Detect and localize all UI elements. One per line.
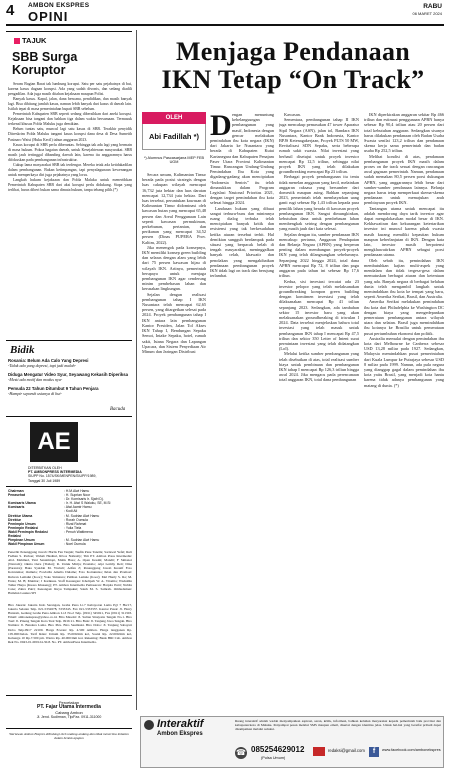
- paragraph: Sementara, pembangunan tahap II IKN juga mencakup pemasukan 47 tower Aparatur Sipil Negara (ASN), jalan tol, Bandara IKN Nusantara, Kantor Bank Indonesia, Kantor BPJS Ketenagakerjaan, Proyek PLTS 50 MW, Revitalisasi SDN Sepaku, serta beberapa rumah sakit swasta. Nilai investasi yang berhasil disetujui untuk proyek investor mencapai Rp 12,5 triliun, sehingga nilai proyek IKN yang telah dilakukan groundbreaking mencapai Rp 23 triliun.: [279, 117, 359, 175]
- bidik-top-rule: [6, 340, 132, 341]
- staff-name: : Alwi Aamir Hamu: [64, 505, 92, 510]
- publisher-siupp-date: Tanggal 30 Juli 1989: [28, 478, 61, 483]
- paragraph: IKN diperkirakan anggaran sekitar Rp 466 triliun dan estimasi penggunaan APBN hanya sebesar Rp 90,4 triliun atau 20 persen dari total kebutuhan anggaran. Sedangkan sisanya harus dilakukan pendanaan oleh Badan Usaha Swasta senilai 123,2 triliun dan pendanaan skema kerja sama pemerintah dan badan usaha Rp 252,5 triliun.: [364, 112, 444, 154]
- article-title-line2: IKN Tetap “On Track”: [161, 65, 425, 94]
- staff-name: : Dr. Komisaris Ir. Sjafri Dj.: [64, 497, 104, 502]
- staff-role: Komisaris: [8, 505, 25, 510]
- paragraph: Sejalan dengan realisasi pembangunan tahap I IKN Nusantara telah mencapai 62,65 persen, yang ditargetkan selesai pada 2024. Proyek pembangunan tahap I IKN antara lain pembangunan Kantor Presiden, Jalan Tol Akses IKN Tahap I, Bendungan Sepaku Semoi, Intake Sepaku, hotel, rumah sakit, Istana Negara dan Lapangan Upacara, dan Sistem Penyediaan Air Minum dan Jaringan Distribusi: [142, 291, 206, 354]
- paragraph: Kawasan.: [284, 112, 301, 117]
- paragraph: Langkah hukum kejaksaan dan Polda Maluku untuk menertibkan Pemerintah Kabupaten SBB dari aksi korupsi perlu didukung. Siapa yang terlibat, harus diberi bukan sama dimata hukum, tanpa tebang pilih.(*): [8, 177, 132, 192]
- staff-role: Pimpinan Umum: [8, 538, 35, 543]
- publisher-info: [28, 466, 132, 483]
- printer-name: PT. Fajar Utama Intermedia: [37, 704, 101, 710]
- paragraph: Cukup lama masyarakat SBB tak terdengar. Mereka tetak ada ketidakadilan dalam pembangunan. Bukan ketimpangan, tapi penyalagunaan kewenangan untuk memperkaya diri juga pejabatnya yang lorsu.: [8, 162, 132, 177]
- paragraph: Secara umum, Kalimantan Timur berada pada posisi strategis dengan luas cakupan wilayah mencapai 16,732 juta hektar dan luas daratan mencapai 12,734 juta hektar. Dari luas tersebut, peruntukan kawasan di Kalimantan Timur didominasi oleh kawasan hutan yang mencapai 65,48 persen dan Areal Penggunaan Lain seperti kawasan permukiman, perkebunan, pertanian, dan perikanan yang mencapai 34,52 persen (Dinas PUPERA Prov. Kaltim, 2022).: [142, 172, 206, 245]
- interaktif-ad: [140, 716, 444, 768]
- article-title: [142, 38, 444, 94]
- staff-name: : Penuh Wattimena: [64, 529, 93, 534]
- author-name: Abi Fadillah *): [142, 124, 206, 150]
- facebook-icon: f: [369, 747, 379, 757]
- staff-name: : Rizal Rahmat: [64, 521, 87, 526]
- tajuk-title: SBB Surga Koruptor: [12, 50, 78, 77]
- staff-name: : Yulia Tiela: [64, 525, 82, 530]
- page-number: 4: [6, 2, 15, 19]
- staff-top-rule: [6, 486, 132, 487]
- staff-name: : Noel Oumula: [64, 542, 86, 547]
- ad-subtitle: Ambon Ekspres: [157, 731, 203, 737]
- article-column-4: [364, 112, 444, 712]
- journalist-note: Wartawan Ambon Ekspres dilindungi oleh undang-undang dan tidak menerima imbalan dalam bentuk apapun: [9, 732, 129, 741]
- byline-label: OLEH: [165, 115, 183, 121]
- paragraph: Sejalan dengan itu, sumber pendanaan IKN mencakup: pertama, Anggaran Pendapatan dan Belanja Negara (APBN) yang berperan penting dalam membangun proyek-proyek IKN yang telah dilangsungkan sebelumnya. Sepanjang 2022 hingga 2024, total dana APBN mencapai Rp 72, 8 triliun dan pagu anggaran pada tahun ini sebesar Rp 17,6 triliun.: [279, 231, 359, 279]
- chat-bubble-icon: [144, 720, 154, 730]
- printer-sub: Cabang Ambon: [55, 710, 83, 715]
- staff-list: [8, 489, 132, 546]
- tajuk-body: [8, 82, 132, 330]
- article-title-line1: Menjaga Pendanaan: [175, 37, 411, 66]
- ad-facebook[interactable]: www.facebook.com/ambonekspres: [382, 748, 441, 752]
- printer-label: Percetakan: [58, 700, 80, 705]
- bidik-list: [8, 358, 132, 396]
- author-note: *) Alumnus Pascasarjana MEP FEB UGM: [143, 156, 205, 165]
- paragraph: Jika menengok pada konsepnya, IKN memiliki konsep green building dan selaras dengan alam yang lebih dari 75 persen kawasan hijau di wilayah IKN. Artinya, pemerintah berupaya untuk menjaga pembangunan IKN agar cenderung minim pembebasan lahan dan kerusakan lingkungan.: [142, 244, 206, 292]
- staff-role: Chairman: [8, 489, 24, 493]
- staff-name: : Rorah Oumula: [64, 517, 88, 522]
- publisher-company: PT. AMBONPRESS INTERMEDIA: [28, 470, 82, 475]
- header-day: RABU: [423, 3, 442, 10]
- header-rule: [6, 24, 444, 26]
- staff-name: : M. Sudrian Alwi Hamu: [64, 538, 100, 543]
- paragraph: Seram Bagian Barat tak lumbung korupsi. Satu per satu pejabatnya di bui, karena kasus dugaan korupsi. Ada yang sudah divonis, dan sedang diadili pengadilan. Ada juga masih ditahan kejaksaan maupun Polisi.: [8, 82, 132, 97]
- tajuk-square-icon: [14, 38, 20, 44]
- byline-bar: [142, 112, 206, 124]
- tajuk-label-text: TAJUK: [22, 36, 47, 45]
- staff-role: Penasehat: [8, 493, 25, 498]
- paragraph: Oleh sebab itu, pemindahan IKN membutuhkan kajian multi-aspek yang mendalam dan tidak tergesa-gesa dalam memutuskan berbagai aturan dan ketentuan yang ada. Banyak negara di berbagai belahan dunia telah mengambil langkah untuk memindahkan ibu kota ke tempat yang baru, seperti Amerika Serikat, Brasil, dan Australia.: [364, 257, 444, 300]
- note-top-rule: [6, 728, 132, 729]
- email-icon: [313, 747, 325, 756]
- article-column-2: [142, 172, 206, 712]
- paragraph: Belum tuntas satu, muncul lagi satu kasus di SBB. Terakhir penyidik Ditreskrim Polda Maluku tangani kasus korupsi dana desa di Desa Sumeith Pasinaro Waisi (Huku Kecil) tahun anggaran 2023.: [8, 127, 132, 142]
- bidik-item-sub: -Tidak ada yang depresi, tapi jadi malah-: [8, 363, 76, 368]
- tajuk-label: [14, 36, 46, 45]
- staff-row: [8, 542, 132, 546]
- staff-role: Pemimpin Umum: [8, 521, 36, 526]
- paragraph: Pemerintah Kabupaten SBB seperti sedang dibersihkan dari aneki korupsi. Kejaksaan bisa tangani dan bahkan tiga dalam waktu bersamaan. Termasuk terkenal khusus Polda Maluku juga demikian.: [8, 112, 132, 127]
- paragraph: Kasus korupsi di SBB perlu diberantas. Sehingga tak ada lagi yang bermain di masa hukum. Pokoa bagaian daerah, untuk Kesejahteraan masyarakat. SBB masih jauh tertinggal dibanding daerah lain, karena itu anggarannya harus difokuskan pada pembangunan infrastruktur.: [8, 142, 132, 162]
- printer-block: [6, 700, 132, 720]
- ad-phone-note: (Pulsa Umum): [261, 756, 286, 760]
- paragraph: Melalui ketika sumber pembangunan yang telah disebutkan di atas, total realisasi sumber biaya untuk pembinaan dan pembangunan IKN tahap I mencapai Rp 126,3 triliun hingga awal 2024. Jika mengacu pada perencanaan total anggaran IKN, total dana pembangunan: [279, 351, 359, 383]
- masthead: AMBON EKSPRES: [28, 2, 90, 9]
- staff-name: : M. Sudrian Alwi Hamu: [64, 513, 100, 518]
- bidik-item-title: Pemuda 22 Tahun Ditumbut 9 Tahun Penjara: [8, 386, 99, 391]
- paragraph: Berbagai proyek pembangunan itu tentu tidak menelan anggaran yang kecil, melainkan anggaran raksasa yang bersumber dari domestik maupun asing. Bahkan sepanjang 2023, pemerintah telah membayarkan uang ganti rugi sebesar Rp 1,43 triliun kepada para pemilik lahan yang berada di kawasan proyek pembangunan IKN. Sangat dimungkinkan, kebutuhan dana untuk pembebasan lahan membengkak seiring dengan pembangunan yang masih jauh dari kata selesai.: [279, 174, 359, 232]
- ad-body: Ruang interaktif adalah wadah menyampaikan aspirasi, saran, kritik, informasi, bahkan keluhan masyarakat kepada pemerintah baik provinsi dan kabupaten/kota di Maluku. Penyampai pesan melalui SMS maupun email, disertai dengan identitas jelas. Untuk hal-hal yang bersifat pribadi dapat disampaikan melalui redaksi.: [235, 719, 441, 731]
- publisher-siupp: SIUPP No. 1574/SK/MENPEN/SIUPP/1989,: [28, 474, 97, 479]
- tajuk-top-rule: [6, 31, 132, 32]
- ad-email[interactable]: redaksi@gmail.com: [328, 748, 365, 753]
- drop-cap: D: [210, 109, 232, 142]
- paragraph: engan menuntung kebelangsungan pembangunan yang masif, Indonesia dengan gencar melakukan pemindahan ibu kota negara (IKN) dari Jakarta ke Nusantara yang berada di Kabupaten Kutai Kartanegara dan Kabupaten Penajam Paser Utara Provinsi Kalimantan Timur. Rancangan Undang-Undang Pemindahan Ibu Kota yang digadang-gadang akan menciptakan “Indonesia Sentris” itu telah dimasukkan dalam Program Legislasi Nasional Prioritas 2021, dengan target pemindahan ibu kota selesai hingga 2024.: [210, 112, 274, 206]
- ad-phone[interactable]: 085254629012: [251, 745, 305, 754]
- bidik-label: Bidik: [10, 344, 35, 356]
- staff-name: : Ir. H. Alwi S Waluku, SE, M.Si: [64, 501, 111, 506]
- phone-icon: ☎: [236, 748, 246, 757]
- printer-addr: Jl. Jend. Sudirman, Tlp/Fax. 0911-311000: [36, 715, 102, 719]
- article-column-3: [279, 112, 359, 712]
- staff-role: Wakil Pemimpin Redaksi: [8, 529, 48, 534]
- bidik-bottom-rule: [6, 416, 132, 417]
- paragraph: Melihat kondisi di atas, pendanaan pembangunan proyek IKN masih dalam proses on the track sesuai dengan rancangan awal gagasan pemerintah. Namun, pendanaan sudah memakan 80,5 persen porsi dukungan APBN, yang anggarannya lebih besar dari sumber-sumber pendanaan lainnya. Belanja negara harus tetap memperkuat skema-skema pendanaan untuk memajukan arah pembiayaan proyek IKN.: [364, 153, 444, 206]
- staff-role: Direktur Utama: [8, 513, 33, 518]
- staff-name: : H. Suprian Noor: [64, 493, 91, 498]
- publisher-logo: AE: [30, 422, 78, 462]
- bidik-item-title: Diduga Mengatur Video Syur, Seyawang Kekasih Diperiksa: [8, 372, 129, 377]
- staff-name: : H.M.Alwi Hamu: [64, 489, 90, 493]
- paragraph: Landasan hukum yang dibuat sangat terburu-buru dan minimnya ruang dialog terbuka telah menciptakan banyak kritik dan resistensi yang tak berkesudahan ketika aturan tersebut terbit. Hal demikian sungguh berdampak pada situasi yang berpacak belah di tengah masyarakat, meninggalkan banyak celah, khawatir dan penolakan yang mengakibatkan pendanaan pembangunan proyek IKN tidak lagi on track dan berujung terlambat.: [210, 205, 274, 279]
- bidik-item-sub: -Mesti ada motif dan modus nya-: [8, 377, 63, 382]
- article-column-1: [210, 109, 274, 712]
- redaksi-text: Penerbit Penanggung Jawab: Harlis Fan Tanjah; Taufik Pane Tanzila; Sarlawal Yefal; Ruli Fadhan S. Parhon; Wahab Hasihul, Rivos Nalleuby; Tim PT. Ambon Press Intermedia: Abd. Mahmud, Yani Sanatmiqat, Malik Hasa; A. Open Inosim; Mandit; F Simanoi (Nanrotit); Oknia Oeru (Tiahat); R. Untuk Mirija; Prasistio; Alpi Lemby Reti; Dina (Parantoi); Baka Syaidah M. Ytulwit; Adfan Z; Penanggung Jawab Kreatif Foto Koirunnisa; Oumula; Fowisilla Amelia Dulame; Foto Koirunnisa; Iklan dan Promosi: Rulwan Lemaiki (Koor); Yoko Simatura; Pulihan Lemale (Koor); Mel Hanly S. Ra; M. Entas; M. B; Mutmar; J Karikuus. Staff Keuangan: Kholipah W. A. Vitomia; Waduldin Tuhur Harpa (Kuasa Khuseng); PT. Ambon Intermedia Pemasaran: Harpita Putri; Nabila Cana; Zahra Putri; Keuangan: Ruyu Tampakui; Saleh M. S. Samrah. Ombudsmen: Hamdan Launua SH: [8, 550, 132, 595]
- address-text: Biro Jakarta: Jakarta Indo Sarangan, Graha Pena Lt.7 Kebayoran Lama Pgl 7 Hu/17, Jakarta Selatan Telp. 021-5332678, 5333343. Fax 021-5333337. Kantor Pusat: Jl. Harry Haniom, Gedung Graha Pena Ambon Lt.3 No.2 Telp. (0911) 345021, Fax (0911) 311303. Email: ambonekspres@yahoo.co.id. Biro Masohi: Jl. Sultan Sinuyatta Tengah No.1. Biro Tual: Jl. Pinang Tengah Kota Tual Telp. 0916 21. Biro Bula: Jl. Tanjung Jawa Tengah. Biro Namlea: Jl. Bandara Lama. Biro Piru. Biro Saumlaki. Biro Dobo: Jl. Tanjung Sabayari Dobo Telp.0917 22100. Harga Eceran: Rp. 4.500 Ambon. Harga langganan Rp. 105.000/bulan. Tarif Iklan: Umum Rp. 35.000/mm kol, Sosial Rp. 22.000/mm kol, Keluarga 10 Rp.7.500 pm. Warna Rp. 40.000/mm kol. Rekening: Bank BRI Cab. Ambon Rek No. 0043-01-000124-30-8. No. PT. AmbonPress Intermedia.: [8, 603, 132, 644]
- header-date: 06 MARET 2024: [412, 11, 442, 16]
- staff-role: Pemimpin Redaksi: [8, 525, 39, 530]
- section-title: OPINI: [28, 9, 69, 24]
- column-divider: [136, 30, 137, 710]
- staff-role: Redaksi: [8, 534, 22, 539]
- staff-role: Wakil Pimpinan Umum: [8, 542, 45, 547]
- paragraph: Kedua, sisi investasi tercatat ada 23 investor pelopor yang telah melaksanakan groundbreaking kompon green building dengan komitmen investasi yang telah dilaksanakan mencapai Rp 41 triliun sepanjang 2023. Sedangkan, ada tambahan sektor 15 investor baru yang akan melaksanakan groundbreaking di triwulan I 2024. Data tersebut menjelaskan bahwa total investasi yang telah masuk untuk pembangunan IKN tahap I mencapai Rp 47,5 triliun dan sektor 350 Letter of Intent surat permintaan investasi yang telah didatangkan (LoI).: [279, 278, 359, 352]
- ad-title: Interaktif: [157, 718, 204, 730]
- bidik-item-sub: -Hampir separuh usianya di bui-: [8, 391, 62, 396]
- distributed-by: DITERBITKAN OLEH: [28, 466, 62, 470]
- paragraph: Australia memulai dengan pemindahan ibu kota dari Melbourne ke Canberra sebesar USD 13,28 miliar pada 1927. Sedangkan, Malaysia memindahkan pusat pemerintahan dari Kuala Lumpur ke Putrajaya sebesar USD 8 miliar pada 1999. Namun, ada pula negara yang dianggap gagal dalam pemindahan ibu kota yaitu Brasil, yang menjadi kota hantu karena tidak adanya pembangunan yang matang di dunia. (*): [364, 335, 444, 388]
- staff-role: Komisaris Utama: [8, 501, 36, 506]
- bidik-signature: Bacuda: [110, 407, 126, 412]
- paragraph: Tantangan utama untuk mencapai itu adalah mendorong daya tarik investor agar dapat mengalokasikan modal besar di IKN. Kekhawatiran dan kekurangan ketertarikan investor ini muncul karena pihak swasta masih kurang memiliki kepastian hukum maupun keberlanjutan di IKN. Dengan kata lain, investor masih berpotensi mengkhawatirkan APBN sebagai porsi pendanaan utama.: [364, 205, 444, 258]
- staff-role: Direktur: [8, 517, 22, 522]
- paragraph: Amerika Serikat melakukan pemindahan ibu kota dari Philadelphia ke Washington DC dengan biaya yang mengedepankan pemerataan pembangunan antara wilayah utara dan selatan. Brasil juga memindahkan ibu kotanya ke Brasilia untuk pemerataan pusat pertumbuhan ekonomi dan politik.: [364, 299, 444, 336]
- staff-name: : Kodi Ali: [64, 509, 78, 514]
- printer-top-rule: [6, 695, 132, 696]
- paragraph: Banyak kasus. Kapal, jalan, dana bencana, pendidikan, dan masih banyak lagi. Bisa dihitung jumlah kasus, namun lebih banyak dari kasus di daerah lain. Istilah tepat di masa pemerintahan bupati SBB sebelum.: [8, 97, 132, 112]
- drop-cap-spacer: [210, 112, 232, 138]
- bidik-item-title: Rosania: Belum Ada Calo Yang Depresi: [8, 358, 89, 363]
